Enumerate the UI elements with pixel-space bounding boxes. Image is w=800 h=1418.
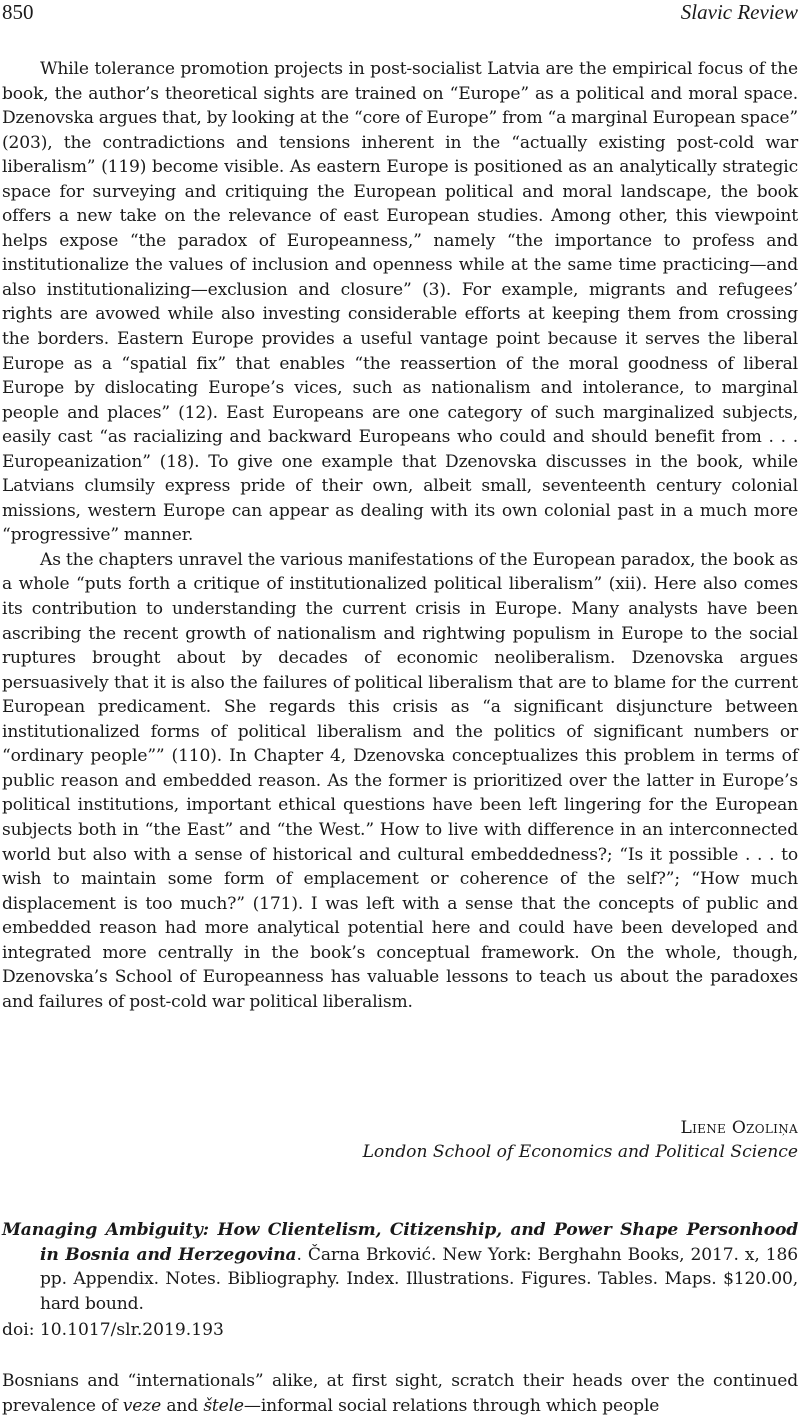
page-number: 850	[2, 0, 34, 24]
citation-entry	[2, 1218, 798, 1316]
body-paragraph-2: As the chapters unravel the various manifestations of the European paradox, the book as a whole “puts forth a critique of institutionalized political liberalism” (xii). Here also comes its contribution to understanding the current crisis in Europe. Many analysts have been ascribing the recent growth of nationalism and rightwing populism in Europe to the social ruptures brought about by decades of economic neoliberalism. Dzenovska argues persuasively that it is also the failures of political liberalism that are to blame for the current European predicament. She regards this crisis as “a significant disjuncture between institutionalized forms of political liberalism and the politics of significant numbers or “ordinary people”” (110). In Chapter 4, Dzenovska conceptualizes this problem in terms of public reason and embedded reason. As the former is prioritized over the latter in Europe’s political institutions, important ethical questions have been left lingering for the European subjects both in “the East” and “the West.” How to live with difference in an interconnected world but also with a sense of historical and cultural embeddedness?; “Is it possible . . . to wish to maintain some form of emplacement or coherence of the self?”; “How much displacement is too much?” (171). I was left with a sense that the concepts of public and embedded reason had more analytical potential here and could have been developed and integrated more centrally in the book’s conceptual framework. On the whole, though, Dzenovska’s School of Europeanness has valuable lessons to teach us about the paradoxes and failures of post-cold war political liberalism.	[2, 549, 798, 1012]
term-veze: veze	[122, 1395, 162, 1416]
review-body	[2, 57, 798, 1014]
body-paragraph-1: While tolerance promotion projects in post-socialist Latvia are the empirical focus of the book, the author’s theoretical sights are trained on “Europe” as a political and moral space. Dzenovska argues that, by looking at the “core of Europe” from “a marginal European space” (203), the contradictions and tensions inherent in the “actually existing post-cold war liberalism” (119) become visible. As eastern Europe is positioned as an analytically strategic space for surveying and critiquing the European political and moral landscape, the book offers a new take on the relevance of east European studies. Among other, this viewpoint helps expose “the paradox of Europeanness,” namely “the importance to profess and institutionalize the values of inclusion and openness while at the same time practicing—and also institutionalizing—exclusion and closure” (3). For example, migrants and refugees’ rights are avowed while also investing considerable efforts at keeping them from crossing the borders. Eastern Europe provides a useful vantage point because it serves the liberal Europe as a “spatial fix” that enables “the reassertion of the moral goodness of liberal Europe by dislocating Europe’s vices, such as nationalism and intolerance, to marginal people and places” (12). East Europeans are one category of such marginalized subjects, easily cast “as racializing and backward Europeans who could and should benefit from . . . Europeanization” (18). To give one example that Dzenovska discusses in the book, while Latvians clumsily express pride of their own, albeit small, seventeenth century colonial missions, western Europe can appear as dealing with its own colonial past in a much more “progressive” manner.	[2, 59, 798, 546]
journal-title: Slavic Review	[680, 0, 798, 24]
opening-text-3: —informal social relations through which people	[243, 1395, 660, 1416]
opening-text-2: and	[161, 1395, 204, 1416]
next-review-citation	[2, 1218, 798, 1316]
reviewer-name: Liene Ozoliņa	[680, 1118, 798, 1138]
next-review-opening	[2, 1369, 798, 1418]
doi-link[interactable]: doi: 10.1017/slr.2019.193	[2, 1320, 224, 1340]
term-stele: štele	[203, 1395, 244, 1416]
opening-text-1: Bosnians and “internationals” alike, at first sight, scratch their heads over the continued prevalence of	[2, 1371, 798, 1416]
reviewer-affiliation: London School of Economics and Political Science	[362, 1142, 798, 1162]
running-header	[0, 0, 800, 28]
book-title: Managing Ambiguity: How Clientelism, Citizenship, and Power Shape Personhood in Bosnia and Herzegovina	[2, 1220, 798, 1265]
book-details: . Čarna Brković. New York: Berghahn Books, 2017. x, 186 pp. Appendix. Notes. Bibliography. Index. Illustrations. Figures. Tables. Maps. $120.00, hard bound.	[40, 1244, 798, 1314]
